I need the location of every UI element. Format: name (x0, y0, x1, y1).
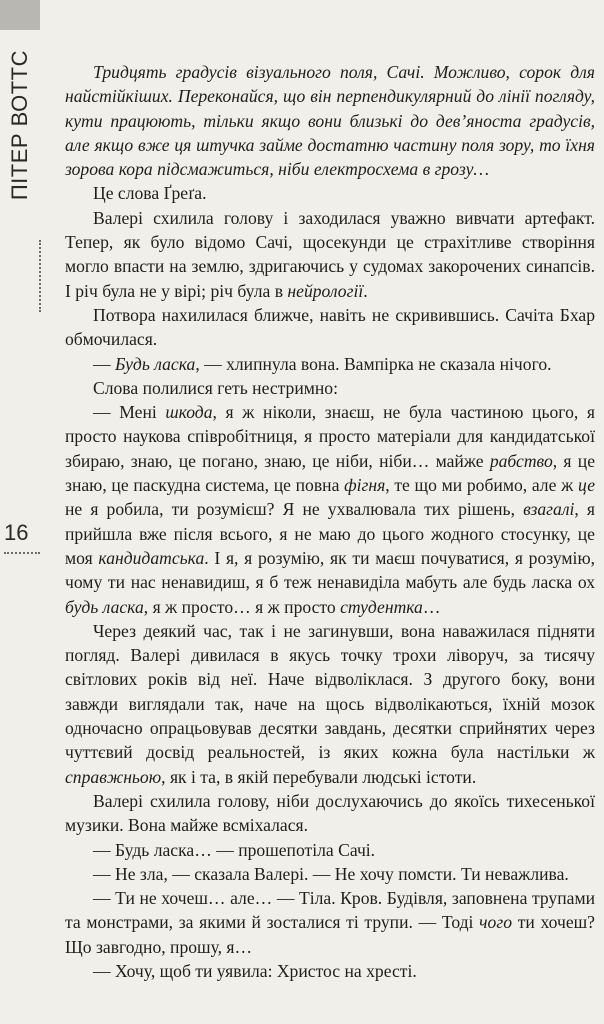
page-number: 16 (4, 520, 29, 545)
running-head (6, 50, 34, 290)
author-name: ПІТЕР ВОТТС (7, 50, 32, 201)
paragraph: Валері схилила голову, ніби дослухаючись до якоїсь тихесенької музики. Вона майже всміхалася. (65, 790, 595, 836)
corner-tab (0, 0, 40, 30)
dotted-rule-horizontal (4, 552, 40, 554)
paragraph: Потвора нахилилася ближче, навіть не скривившись. Сачіта Бхар обмочилася. (65, 304, 595, 350)
dialogue-line: — Не зла, — сказала Валері. — Не хочу помсти. Ти неважлива. (93, 863, 569, 884)
dialogue-line: — Ти не хочеш… але… — Тіла. Кров. Будівля, заповнена трупами та монстрами, за якими й зосталися ті трупи. — Тоді чого ти хочеш? Що завгодно, прошу, я… (65, 888, 595, 957)
paragraph: Це слова Ґреґа. (93, 183, 207, 204)
paragraph-italic-quote: Тридцять градусів візуального поля, Сачі. Можливо, сорок для найстійкіших. Переконайся, що він перпендикулярний до лінії погляду, кути працюють, тільки якщо вони близькі до дев’яноста градусів, але якщо вже ця штучка займе достатню частину поля зору, то їхня зорова кора підсмажиться, ніби електросхема в грозу… (65, 62, 595, 180)
page-margin (0, 0, 46, 1024)
dialogue-monologue: — Мені шкода, я ж ніколи, знаєш, не була частиною цього, я просто наукова співробітниця, я просто матеріали для кандидатської збираю, знаю, це погано, знаю, це ніби, ніби… майже рабство, я це знаю, це паскудна система, це повна фігня, те що ми робимо, але ж це не я робила, ти розумієш? Я не ухвалювала тих рішень, взагалі, я прийшла вже після всього, я не маю до цього жодного стосунку, це моя кандидатська. І я, я розумію, як ти маєш почуватися, я розумію, чому ти нас ненавидиш, я б теж ненавиділа мабуть але будь ласка ох будь ласка, я ж просто… я ж просто студентка… (65, 402, 596, 617)
paragraph: Слова полилися геть нестримно: (93, 377, 338, 398)
body-text (65, 60, 595, 983)
paragraph: Валері схилила голову і заходилася уважно вивчати артефакт. Тепер, як було відомо Сачі, щосекунди це страхітливе створіння могло впасти на землю, здригаючись у судомах закорочених синапсів. І річ була не у вірі; річ була в нейрології. (65, 207, 595, 301)
dotted-rule-vertical (39, 240, 41, 312)
paragraph: Через деякий час, так і не загинувши, вона наважилася підняти погляд. Валері дивилася в якусь точку трохи ліворуч, за тисячу світлових років від неї. Наче відволіклася. З другого боку, вони завжди виглядали так, наче на щось відволікаються, їхній мозок одночасно опрацьовував десятки завдань, десятки сприйнятих через чуттєвий досвід реальностей, із яких кожна була настільки ж справжньою, як і та, в якій перебували людські істоти. (65, 620, 595, 787)
dialogue-line: — Хочу, щоб ти уявила: Христос на хресті. (93, 960, 417, 981)
dialogue-line: — Будь ласка… — прошепотіла Сачі. (93, 839, 376, 860)
dialogue-line: — Будь ласка, — хлипнула вона. Вампірка не сказала нічого. (93, 353, 552, 374)
